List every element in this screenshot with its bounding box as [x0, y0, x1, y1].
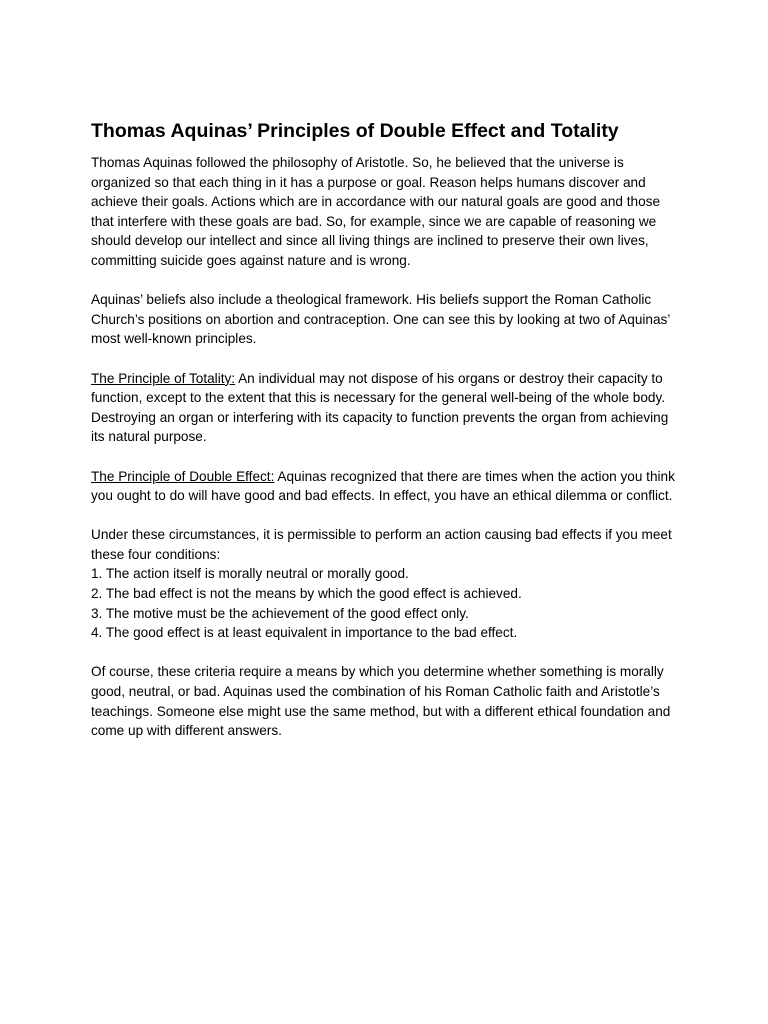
totality-heading: The Principle of Totality:: [91, 370, 236, 386]
list-item: 2. The bad effect is not the means by which the good effect is achieved.: [91, 586, 522, 602]
conditions-list: [91, 564, 683, 642]
double-effect-text: Aquinas recognized that there are times when the action you think you ought to do will have good and bad effects. In effect, you have an ethical dilemma or conflict.: [91, 468, 675, 504]
intro-paragraph: Thomas Aquinas followed the philosophy of Aristotle. So, he believed that the universe is organized so that each thing in it has a purpose or goal. Reason helps humans discover and achieve their goals. Actions which are in accordance with our natural goals are good and those that interfere with these goals are bad. So, for example, since we are capable of reasoning we should develop our intellect and since all living things are inclined to preserve their own lives, committing suicide goes against nature and is wrong.: [91, 155, 661, 268]
list-item: 1. The action itself is morally neutral or morally good.: [91, 566, 409, 582]
conditions-intro: Under these circumstances, it is permissible to perform an action causing bad effects if you meet these four conditions:: [91, 527, 672, 562]
document-page: [91, 118, 683, 741]
beliefs-paragraph: Aquinas’ beliefs also include a theological framework. His beliefs support the Roman Catholic Church’s positions on abortion and contraception. One can see this by looking at two of Aquinas’ most well-known principles.: [91, 292, 670, 347]
conclusion-paragraph: Of course, these criteria require a means by which you determine whether something is morally good, neutral, or bad. Aquinas used the combination of his Roman Catholic faith and Aristotle’s teachings. Someone else might use the same method, but with a different ethical foundation and come up with different answers.: [91, 664, 671, 739]
double-effect-paragraph: [91, 467, 683, 506]
document-title: Thomas Aquinas’ Principles of Double Effect and Totality: [91, 120, 619, 142]
list-item: 3. The motive must be the achievement of the good effect only.: [91, 605, 469, 621]
totality-paragraph: [91, 369, 683, 447]
totality-text: An individual may not dispose of his organs or destroy their capacity to function, except to the extent that this is necessary for the general well-being of the whole body. Destroying an organ or interfering with its capacity to function prevents the organ from achieving its natural purpose.: [91, 370, 669, 445]
list-item: 4. The good effect is at least equivalent in importance to the bad effect.: [91, 625, 518, 641]
double-effect-heading: The Principle of Double Effect:: [91, 468, 275, 484]
